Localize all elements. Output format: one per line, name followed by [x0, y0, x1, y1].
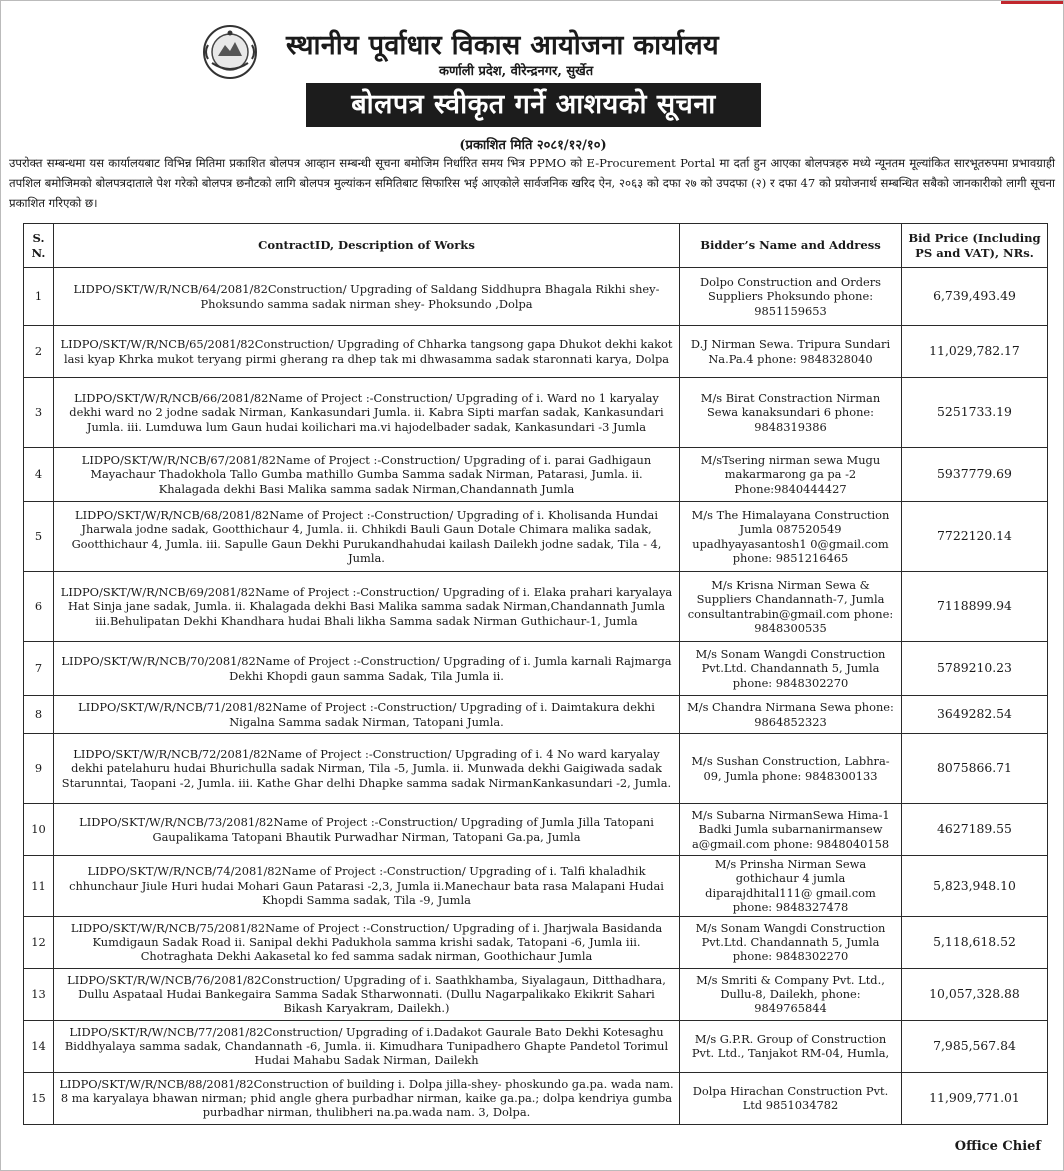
row-sn: 10 — [24, 804, 54, 856]
row-description: LIDPO/SKT/W/R/NCB/64/2081/82Construction/ Upgrading of Saldang Siddhupra Bhagala Rikhi shey- Phoksundo samma sadak nirman shey- Phoksundo ,Dolpa — [54, 268, 680, 326]
row-price: 5251733.19 — [902, 378, 1048, 448]
header-description: ContractID, Description of Works — [54, 224, 680, 268]
table-header-row — [24, 224, 1048, 268]
row-sn: 5 — [24, 502, 54, 572]
header-sn: S. N. — [24, 224, 54, 268]
row-description: LIDPO/SKT/W/R/NCB/73/2081/82Name of Project :-Construction/ Upgrading of Jumla Jilla Tatopani Gaupalikama Tatopani Bhautik Purwadhar Nirman, Tatopani Ga.pa, Jumla — [54, 804, 680, 856]
row-price: 7722120.14 — [902, 502, 1048, 572]
table-row — [24, 734, 1048, 804]
nepal-emblem-icon — [198, 23, 262, 81]
row-description: LIDPO/SKT/W/R/NCB/68/2081/82Name of Project :-Construction/ Upgrading of i. Kholisanda Hundai Jharwala jodne sadak, Gootthichaur 4, Jumla. ii. Chhikdi Bauli Gaun Dotale Chimara malika sadak, Gootthichaur 4, Jumla. iii. Sapulle Gaun Dekhi Purukandhahudai kailash Dailekh jodne sadak, Tila - 4, Jumla. — [54, 502, 680, 572]
row-sn: 8 — [24, 696, 54, 734]
row-sn: 13 — [24, 968, 54, 1020]
row-price: 11,909,771.01 — [902, 1072, 1048, 1124]
row-description: LIDPO/SKT/R/W/NCB/76/2081/82Construction/ Upgrading of i. Saathkhamba, Siyalagaun, Ditthadhara, Dullu Aspataal Hudai Bankegaira Samma Sadak Stharwonnati. (Dullu Nagarpalikako Ekikrit Sahari Bikash Karyakram, Dailekh.) — [54, 968, 680, 1020]
row-description: LIDPO/SKT/W/R/NCB/69/2081/82Name of Project :-Construction/ Upgrading of i. Elaka prahari karyalaya Hat Sinja jane sadak, Jumla. ii. Khalagada dekhi Basi Malika samma sadak Nirman,Chandannath Jumla iii.Behulipatan Dekhi Khandhara hudai Bhali likha Samma sadak Nirman Guthichaur-1, Jumla — [54, 572, 680, 642]
intro-paragraph: उपरोक्त सम्बन्धमा यस कार्यालयबाट विभिन्न मितिमा प्रकाशित बोलपत्र आव्हान सम्बन्धी सूचना बमोजिम निर्धारित समय भित्र PPMO को E-Procurement Portal मा दर्ता हुन आएका बोलपत्रहरु मध्ये न्यूनतम मूल्यांकित सारभूतरुपमा प्रभावग्राही तपशिल बमोजिमको बोलपत्रदाताले पेश गरेको बोलपत्र छनौटको लागि बोलपत्र मुल्यांकन समितिबाट सिफारिस भई आएकोले सार्वजनिक खरिद ऐन, २०६३ को दफा २७ को उपदफा (२) र दफा 47 को प्रयोजनार्थ सम्बन्धित सबैको जानकारीको लागी सूचना प्रकाशित गरिएको छ। — [9, 156, 1055, 210]
table-row — [24, 856, 1048, 917]
row-price: 5,823,948.10 — [902, 856, 1048, 917]
row-bidder: M/s Birat Constraction Nirman Sewa kanaksundari 6 phone: 9848319386 — [680, 378, 902, 448]
row-bidder: M/s The Himalayana Construction Jumla 087520549 upadhyayasantosh1 0@gmail.com phone: 9851216465 — [680, 502, 902, 572]
row-price: 11,029,782.17 — [902, 326, 1048, 378]
row-bidder: M/s Sushan Construction, Labhra-09, Jumla phone: 9848300133 — [680, 734, 902, 804]
row-description: LIDPO/SKT/W/R/NCB/88/2081/82Construction of building i. Dolpa jilla-shey- phoskundo ga.pa. wada nam. 8 ma karyalaya bhawan nirman; phid angle ghera purbadhar nirman, kaike ga.pa.; dolpa kendriya gumba purbadhar nirman, thulibheri na.pa.wada nam. 3, Dolpa. — [54, 1072, 680, 1124]
corner-accent — [1001, 1, 1063, 4]
row-price: 5937779.69 — [902, 448, 1048, 502]
row-sn: 2 — [24, 326, 54, 378]
header — [1, 11, 1064, 81]
signature-office-chief: Office Chief — [954, 1139, 1041, 1154]
table-row — [24, 642, 1048, 696]
row-bidder: Dolpo Construction and Orders Suppliers Phoksundo phone: 9851159653 — [680, 268, 902, 326]
row-bidder: M/s Krisna Nirman Sewa & Suppliers Chandannath-7, Jumla consultantrabin@gmail.com phone: 9848300535 — [680, 572, 902, 642]
table-row — [24, 326, 1048, 378]
row-sn: 3 — [24, 378, 54, 448]
office-title: स्थानीय पूर्वाधार विकास आयोजना कार्यालय — [286, 30, 719, 61]
row-price: 5789210.23 — [902, 642, 1048, 696]
row-bidder: M/s Chandra Nirmana Sewa phone: 9864852323 — [680, 696, 902, 734]
row-price: 7118899.94 — [902, 572, 1048, 642]
row-price: 10,057,328.88 — [902, 968, 1048, 1020]
row-sn: 6 — [24, 572, 54, 642]
table-row — [24, 696, 1048, 734]
row-description: LIDPO/SKT/R/W/NCB/77/2081/82Construction/ Upgrading of i.Dadakot Gaurale Bato Dekhi Kotesaghu Biddhyalaya samma sadak, Chandannath -6, Jumla. ii. Kimudhara Tunipadhero Ghapte Pandetol Torimul Hudai Mahabu Sadak Nirman, Dailekh — [54, 1020, 680, 1072]
row-bidder: Dolpa Hirachan Construction Pvt. Ltd 9851034782 — [680, 1072, 902, 1124]
office-address: कर्णाली प्रदेश, वीरेन्द्रनगर, सुर्खेत — [439, 64, 594, 79]
row-description: LIDPO/SKT/W/R/NCB/66/2081/82Name of Project :-Construction/ Upgrading of i. Ward no 1 karyalay dekhi ward no 2 jodne sadak Nirman, Kankasundari Jumla. ii. Kabra Sipti marfan sadak, Kankasundari Jumla. iii. Lumduwa lum Gaun hudai koilichari ma.vi hajodelbader sadak, Kankasundari -3 Jumla — [54, 378, 680, 448]
bid-table — [23, 223, 1048, 1125]
row-sn: 9 — [24, 734, 54, 804]
row-bidder: M/s Smriti & Company Pvt. Ltd., Dullu-8, Dailekh, phone: 9849765844 — [680, 968, 902, 1020]
row-description: LIDPO/SKT/W/R/NCB/75/2081/82Name of Project :-Construction/ Upgrading of i. Jharjwala Basidanda Kumdigaun Sadak Road ii. Sanipal dekhi Padukhola samma krishi sadak, Tatopani -6, Jumla iii. Chotraghata Dekhi Aakasetal ko fed samma sadak nirman, Goothichaur Jumla — [54, 916, 680, 968]
row-sn: 1 — [24, 268, 54, 326]
row-bidder: D.J Nirman Sewa. Tripura Sundari Na.Pa.4 phone: 9848328040 — [680, 326, 902, 378]
row-sn: 7 — [24, 642, 54, 696]
row-price: 4627189.55 — [902, 804, 1048, 856]
row-price: 6,739,493.49 — [902, 268, 1048, 326]
row-bidder: M/s Sonam Wangdi Construction Pvt.Ltd. Chandannath 5, Jumla phone: 9848302270 — [680, 916, 902, 968]
row-sn: 11 — [24, 856, 54, 917]
row-bidder: M/s Prinsha Nirman Sewa gothichaur 4 jumla diparajdhital111@ gmail.com phone: 9848327478 — [680, 856, 902, 917]
row-description: LIDPO/SKT/W/R/NCB/74/2081/82Name of Project :-Construction/ Upgrading of i. Talfi khaladhik chhunchaur Jiule Huri hudai Mohari Gaun Patarasi -2,3, Jumla ii.Manechaur bata rasa Malapani Hudai Khopdi Samma sadak, Tila -9, Jumla — [54, 856, 680, 917]
row-sn: 12 — [24, 916, 54, 968]
row-bidder: M/s Subarna NirmanSewa Hima-1 Badki Jumla subarnanirmansew a@gmail.com phone: 9848040158 — [680, 804, 902, 856]
row-description: LIDPO/SKT/W/R/NCB/65/2081/82Construction/ Upgrading of Chharka tangsong gapa Dhukot dekhi kakot lasi kyap Khrka mukot teryang pirmi gherang ra dhep tak mi dhwasamma sadak staronnati karya, Dolpa — [54, 326, 680, 378]
table-row — [24, 448, 1048, 502]
table-row — [24, 916, 1048, 968]
notice-title: बोलपत्र स्वीकृत गर्ने आशयको सूचना — [306, 83, 761, 127]
row-description: LIDPO/SKT/W/R/NCB/70/2081/82Name of Project :-Construction/ Upgrading of i. Jumla karnali Rajmarga Dekhi Khopdi gaun samma Sadak, Tila Jumla ii. — [54, 642, 680, 696]
row-sn: 14 — [24, 1020, 54, 1072]
table-row — [24, 804, 1048, 856]
table-row — [24, 572, 1048, 642]
table-row — [24, 1072, 1048, 1124]
table-row — [24, 1020, 1048, 1072]
row-description: LIDPO/SKT/W/R/NCB/72/2081/82Name of Project :-Construction/ Upgrading of i. 4 No ward karyalay dekhi patelahuru hudai Bhurichulla sadak Nirman, Tila -5, Jumla. ii. Munwada dekhi Gaigiwada sadak Starunntai, Taopani -2, Jumla. iii. Kathe Ghar delhi Dhapke samma sadak NirmanKankasundari -2, Jumla. — [54, 734, 680, 804]
row-description: LIDPO/SKT/W/R/NCB/67/2081/82Name of Project :-Construction/ Upgrading of i. parai Gadhigaun Mayachaur Thadokhola Tallo Gumba mathillo Gumba Samma sadak Nirman, Patarasi, Jumla. ii. Khalagada dekhi Basi Malika samma sadak Nirman,Chandannath Jumla — [54, 448, 680, 502]
row-bidder: M/sTsering nirman sewa Mugu makarmarong ga pa -2 Phone:9840444427 — [680, 448, 902, 502]
row-price: 5,118,618.52 — [902, 916, 1048, 968]
row-description: LIDPO/SKT/W/R/NCB/71/2081/82Name of Project :-Construction/ Upgrading of i. Daimtakura dekhi Nigalna Samma sadak Nirman, Tatopani Jumla. — [54, 696, 680, 734]
published-date: (प्रकाशित मिति २०८१/१२/१०) — [459, 138, 607, 153]
row-sn: 4 — [24, 448, 54, 502]
row-price: 3649282.54 — [902, 696, 1048, 734]
header-price: Bid Price (Including PS and VAT), NRs. — [902, 224, 1048, 268]
row-sn: 15 — [24, 1072, 54, 1124]
header-bidder: Bidder’s Name and Address — [680, 224, 902, 268]
row-price: 7,985,567.84 — [902, 1020, 1048, 1072]
row-bidder: M/s G.P.R. Group of Construction Pvt. Ltd., Tanjakot RM-04, Humla, — [680, 1020, 902, 1072]
row-price: 8075866.71 — [902, 734, 1048, 804]
table-row — [24, 502, 1048, 572]
row-bidder: M/s Sonam Wangdi Construction Pvt.Ltd. Chandannath 5, Jumla phone: 9848302270 — [680, 642, 902, 696]
table-row — [24, 378, 1048, 448]
table-row — [24, 268, 1048, 326]
table-row — [24, 968, 1048, 1020]
